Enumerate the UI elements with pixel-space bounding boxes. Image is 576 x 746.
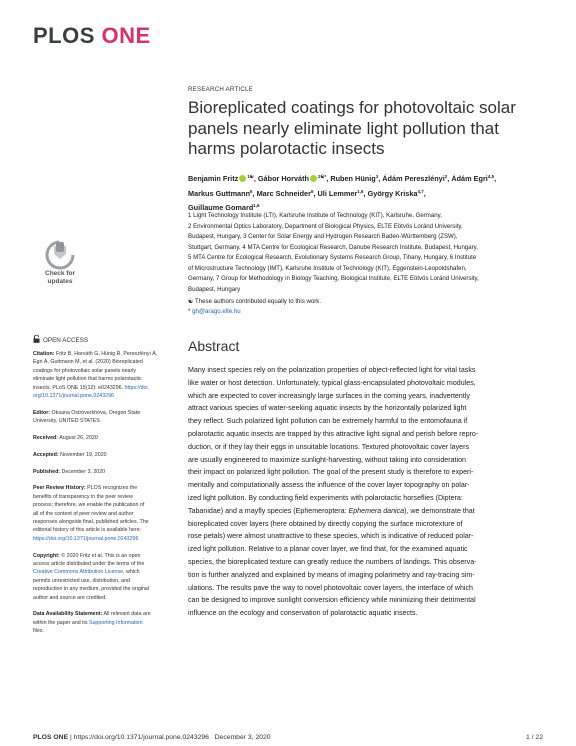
citation-text: Fritz B, Horváth G, Hünig R, Pereszlényi Á, bbox=[54, 351, 158, 357]
citation-line bbox=[33, 384, 183, 392]
abstract-text: ), we demonstrate that bbox=[404, 506, 475, 515]
peer-review-line: process; therefore, we enable the publication of bbox=[33, 502, 145, 509]
spacer bbox=[33, 476, 183, 484]
abstract-line: can be designed to improve sunlight conversion efficiency while minimizing their detrimental bbox=[188, 596, 476, 605]
author-name[interactable]: , Ruben Hünig bbox=[326, 174, 376, 183]
copyright-line: permits unrestricted use, distribution, and bbox=[33, 577, 130, 584]
citation-line bbox=[33, 350, 183, 358]
affiliation-line: Stuttgart, Germany, 4 MTA Centre for Ecological Research, Danube Research Institute, Budapest, Hungary, bbox=[188, 243, 478, 251]
citation-label: Citation: bbox=[33, 351, 55, 357]
editor-line: University, UNITED STATES bbox=[33, 418, 100, 425]
author-name[interactable]: , Uli Lemmer bbox=[313, 188, 358, 198]
supporting-info-link[interactable]: Supporting Information bbox=[88, 619, 143, 626]
citation-text: insects. PLoS ONE 15(12): e0243296. bbox=[33, 384, 125, 391]
equal-contribution-note: ☯ These authors contributed equally to this work. bbox=[188, 298, 322, 305]
author-name[interactable]: Markus Guttmann bbox=[188, 188, 251, 198]
received-label: Received: bbox=[33, 435, 59, 442]
title-line: Bioreplicated coatings for photovoltaic solar bbox=[188, 98, 516, 117]
abstract-line: duction, or if they lay their eggs in unsuitable locations. Textured photovoltaic cover layers bbox=[188, 442, 470, 451]
abstract-line: attract various species of water-seeking aquatic insects by the horizontally polarized light bbox=[188, 404, 467, 413]
editor-text: Oksana Ostroverkhova, Oregon State bbox=[50, 409, 141, 416]
email-link[interactable]: gh@arago.elte.hu bbox=[192, 307, 241, 315]
spacer bbox=[33, 543, 183, 551]
received-line bbox=[33, 434, 183, 442]
spacer bbox=[33, 442, 183, 450]
orcid-icon[interactable] bbox=[239, 175, 246, 182]
citation-line: Egri Á, Guttmann M, et al. (2020) Bioreplicated bbox=[33, 359, 143, 366]
check-label-line: updates bbox=[47, 277, 73, 285]
editor-line bbox=[33, 409, 183, 417]
spacer bbox=[33, 602, 183, 610]
abstract-line: their impact on polarized light pollution. The goal of the present study is therefore to experi- bbox=[188, 468, 474, 477]
abstract-line: Many insect species rely on the polarization properties of object-reflected light for vital tasks bbox=[188, 366, 476, 374]
article-title bbox=[188, 98, 544, 160]
peer-review-line: benefits of transparency in the peer review bbox=[33, 493, 133, 500]
affiliation-line: Budapest, Hungary bbox=[188, 285, 241, 293]
author-name[interactable]: , György Kriska bbox=[363, 188, 418, 198]
affil-sup: 4,7 bbox=[417, 188, 424, 194]
author-line bbox=[188, 171, 553, 186]
email-star: * bbox=[188, 307, 193, 315]
affiliation-line: 5 MTA Centre for Ecological Research, Evolutionary Systems Research Group, Tihany, Hungary, 6 Institute bbox=[188, 254, 477, 261]
data-availability-line bbox=[33, 610, 183, 618]
logo-one: ONE bbox=[101, 23, 151, 48]
page-number: 1 / 22 bbox=[525, 734, 543, 741]
citation-line bbox=[33, 392, 183, 400]
peer-review-line bbox=[33, 535, 183, 543]
affiliations bbox=[188, 211, 548, 295]
footer-date: December 3, 2020 bbox=[214, 734, 271, 741]
footer-doi-link[interactable]: https://doi.org/10.1371/journal.pone.0243296 bbox=[73, 734, 209, 741]
author-name[interactable]: , Marc Schneider bbox=[252, 188, 311, 198]
footer-journal: PLOS ONE bbox=[33, 734, 69, 741]
affil-sup: 6 bbox=[250, 188, 253, 194]
author-name[interactable]: , Ádám Egri bbox=[447, 174, 488, 183]
affil-sup: 6 bbox=[310, 188, 314, 194]
author-name[interactable]: Guillaume Gomard bbox=[188, 203, 254, 212]
data-availability-text: within the paper and its bbox=[33, 619, 89, 626]
data-availability-line: files. bbox=[33, 628, 44, 635]
data-availability-text: All relevant data are bbox=[102, 611, 151, 618]
abstract-line: tion is further analyzed and explained by means of imaging polarimetry and ray-tracing sim- bbox=[188, 570, 475, 579]
comma: , bbox=[494, 174, 497, 183]
published-line bbox=[33, 468, 183, 476]
affil-sup: 1,6 bbox=[357, 188, 364, 194]
article-metadata bbox=[33, 350, 183, 636]
accepted-line bbox=[33, 451, 183, 459]
article-type: RESEARCH ARTICLE bbox=[188, 86, 253, 93]
check-for-updates-label[interactable] bbox=[33, 270, 87, 285]
abstract-line: ized light pollution. By conducting field experiments with polarotactic horseflies (Diptera: bbox=[188, 493, 463, 502]
citation-line: eliminate light pollution that harms polarotactic bbox=[33, 376, 142, 383]
abstract-line: influence on the ecology and conservation of polarotactic aquatic insects. bbox=[188, 609, 418, 618]
check-label-line: Check for bbox=[45, 270, 75, 277]
orcid-icon[interactable] bbox=[310, 175, 317, 182]
affiliation-line: 2 Environmental Optics Laboratory, Department of Biological Physics, ELTE Eötvös Loránd University, bbox=[188, 222, 463, 230]
comma: , bbox=[423, 188, 426, 198]
author-notes bbox=[188, 297, 321, 316]
editor-label: Editor: bbox=[33, 409, 51, 416]
copyright-line: access article distributed under the terms of the bbox=[33, 561, 145, 568]
abstract-line: they reflect. Such polarized light pollution can be extremely harmful to the entomofauna if bbox=[188, 417, 468, 426]
affiliation-line: 1 Light Technology Institute (LTI), Karlsruhe Institute of Technology (KIT), Karlsruhe, Germany, bbox=[188, 212, 442, 219]
abstract-line: ized light pollution. Relative to a planar cover layer, we find that, for the examined aquatic bbox=[188, 545, 468, 554]
affiliation-line: of Microstructure Technology (IMT), Karlsruhe Institute of Technology (KIT), Eggenstein-Leopoldshafen, bbox=[188, 264, 467, 272]
peer-review-line: responses alongside final, published articles. The bbox=[33, 519, 149, 526]
copyright-text: © 2020 Fritz et al. This is an open bbox=[59, 552, 141, 559]
corresponding-email-line bbox=[188, 307, 321, 317]
spacer bbox=[33, 400, 183, 408]
received-date: August 26, 2020 bbox=[58, 435, 98, 442]
affil-sup: 4,5 bbox=[487, 174, 495, 179]
peer-review-link[interactable]: https://doi.org/10.1371/journal.pone.0243296 bbox=[33, 535, 139, 542]
affil-sup: 2 bbox=[444, 174, 448, 179]
peer-review-line: all of the content of peer review and author bbox=[33, 510, 134, 517]
accepted-date: November 19, 2020 bbox=[58, 451, 107, 458]
data-availability-label: Data Availability Statement: bbox=[33, 611, 103, 618]
logo-plos: PLOS bbox=[33, 23, 95, 48]
abstract-heading: Abstract bbox=[188, 338, 240, 354]
peer-review-line: editorial history of this article is available here: bbox=[33, 527, 142, 534]
spacer bbox=[33, 426, 183, 434]
published-label: Published: bbox=[33, 468, 61, 475]
open-lock-icon bbox=[33, 335, 40, 343]
copyright-line: reproduction in any medium, provided the original bbox=[33, 586, 150, 593]
citation-doi-link[interactable]: https://doi. bbox=[124, 384, 150, 391]
author-line bbox=[188, 186, 553, 201]
citation-doi-link[interactable]: org/10.1371/journal.pone.0243296 bbox=[33, 393, 114, 400]
affil-sup: 1☯ bbox=[247, 174, 254, 179]
abstract-line: like water or host detection. Unfortunately, typical glass-encapsulated photovoltaic modules, bbox=[188, 378, 476, 387]
abstract-line: bioreplicated cover layers (here obtained by directly copying the surface microtexture of bbox=[188, 519, 463, 528]
affiliation-line: Budapest, Hungary, 3 Center for Solar Energy and Hydrogen Research Baden-Württemberg (ZSW), bbox=[188, 233, 458, 240]
abstract-line bbox=[188, 505, 544, 518]
affil-sup: 2☯* bbox=[317, 174, 327, 179]
open-access-label: OPEN ACCESS bbox=[43, 337, 89, 344]
abstract-line: mentally and computationally assess the influence of the cover layer topography on polar- bbox=[188, 481, 470, 490]
author-name[interactable]: , Ádám Pereszlényi bbox=[378, 174, 445, 183]
abstract-line: species, the bioreplicated texture can greatly reduce the numbers of landings. This observa- bbox=[188, 557, 477, 566]
license-link[interactable]: Creative Commons Attribution License bbox=[33, 569, 124, 576]
abstract-line: polarotactic aquatic insects are trapped by this attractive light signal and perish before repro- bbox=[188, 429, 479, 438]
abstract-line: are usually engineered to maximize sunlight-harvesting, without taking into consideration bbox=[188, 455, 466, 464]
accepted-label: Accepted: bbox=[33, 451, 59, 458]
abstract-line: which are expected to cover increasingly large surfaces in the coming years, inadvertently bbox=[188, 391, 470, 400]
author-list bbox=[188, 171, 553, 215]
copyright-line bbox=[33, 568, 183, 576]
data-availability-line bbox=[33, 619, 183, 627]
copyright-line bbox=[33, 552, 183, 560]
abstract-body bbox=[188, 364, 544, 620]
species-name: Ephemera danica bbox=[348, 506, 405, 515]
page-footer bbox=[33, 734, 271, 741]
title-line: harms polarotactic insects bbox=[188, 139, 385, 158]
citation-line: coatings for photovoltaic solar panels nearly bbox=[33, 367, 137, 374]
published-date: December 3, 2020 bbox=[60, 468, 106, 475]
copyright-line: author and source are credited. bbox=[33, 594, 107, 601]
peer-review-line bbox=[33, 484, 183, 492]
affil-sup: 3 bbox=[375, 174, 379, 179]
plos-one-logo[interactable] bbox=[33, 24, 151, 48]
author-name[interactable]: Benjamin Fritz bbox=[188, 174, 239, 183]
copyright-label: Copyright: bbox=[33, 552, 60, 559]
spacer bbox=[33, 459, 183, 467]
affiliation-line: Germany, 7 Group for Methodology in Biology Teaching, Biological Institute, ELTE Eötvös Loránd University, bbox=[188, 275, 479, 282]
copyright-text: , which bbox=[123, 569, 140, 576]
open-access-badge bbox=[33, 335, 88, 344]
abstract-line: ulations. The results pave the way to novel photovoltaic cover layers, the interface of which bbox=[188, 583, 473, 592]
title-line: panels nearly eliminate light pollution that bbox=[188, 118, 499, 138]
footer-separator: | bbox=[68, 734, 74, 741]
author-name[interactable]: , Gábor Horváth bbox=[253, 174, 309, 183]
peer-review-text: PLOS recognizes the bbox=[85, 485, 138, 492]
abstract-line: rose petals) were almost unattractive to these species, which is indicative of reduced polar- bbox=[188, 532, 474, 541]
peer-review-label: Peer Review History: bbox=[33, 485, 86, 492]
affil-sup: 1,6 bbox=[253, 203, 260, 208]
abstract-text: Tabanidae) and a mayfly species (Ephemeroptera: bbox=[188, 506, 349, 515]
